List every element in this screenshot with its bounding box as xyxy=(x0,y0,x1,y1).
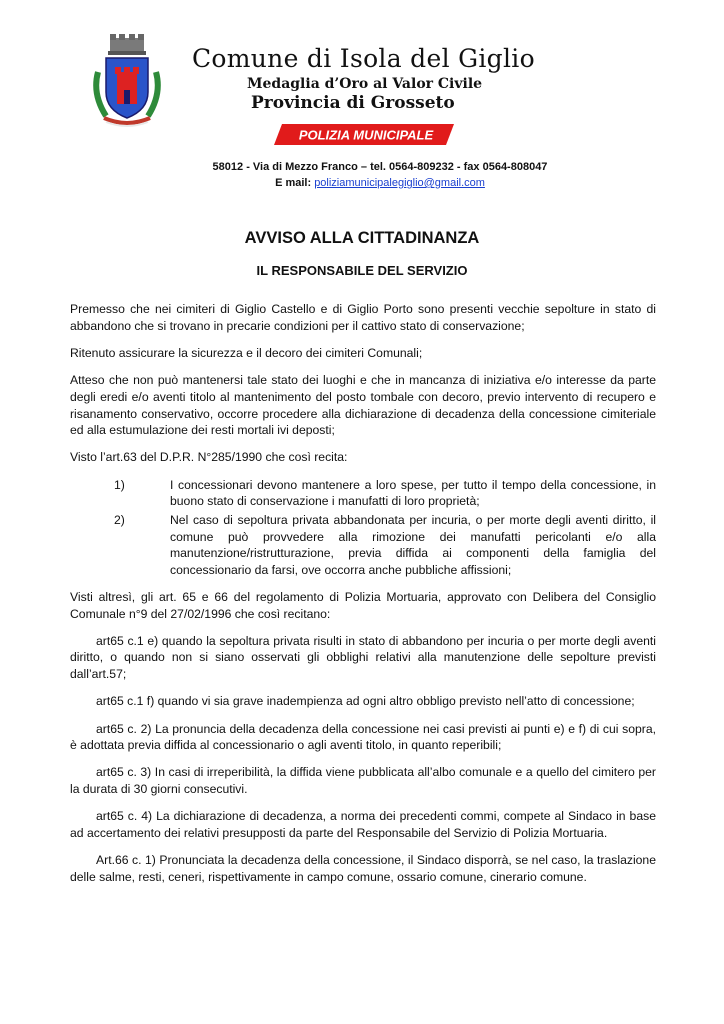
contact-address: 58012 - Via di Mezzo Franco – tel. 0564-809232 - fax 0564-808047 xyxy=(212,161,548,173)
notice-heading: AVVISO ALLA CITTADINANZA xyxy=(244,229,480,247)
paragraph: Visti altresì, gli art. 65 e 66 del regolamento di Polizia Mortuaria, approvato con Delibera del Consiglio Comunale n°9 del 27/02/1996 che così recitano: xyxy=(70,589,656,621)
list-item-text: Nel caso di sepoltura privata abbandonata per incuria, o per morte degli aventi diritto, il comune può provvedere alla rimozione dei manufatti pericolanti e/o alla manutenzione/ristrutturazione, previa diffida ai componenti della famiglia del concessionario da farsi, ove occorra anche pubbliche affissioni; xyxy=(170,513,656,578)
list-item xyxy=(70,512,656,579)
paragraph: Ritenuto assicurare la sicurezza e il decoro dei cimiteri Comunali; xyxy=(70,345,423,360)
polizia-municipale-logo-text: POLIZIA MUNICIPALE xyxy=(298,127,434,143)
article-paragraph: art65 c.1 e) quando la sepoltura privata risulti in stato di abbandono per incuria o per morte degli aventi diritto, o quando non si siano osservati gli obblighi relativi alla manutenzione delle sepolture previsti dall’art.57; xyxy=(70,633,656,682)
paragraph: Premesso che nei cimiteri di Giglio Castello e di Giglio Porto sono presenti vecchie sepolture in stato di abbandono che si trovano in precarie condizioni per il cattivo stato di conservazione; xyxy=(70,302,656,333)
article-paragraph: Art.66 c. 1) Pronunciata la decadenza della concessione, il Sindaco disporrà, se nel caso, la traslazione delle salme, resti, ceneri, rispettivamente in campo comune, ossario comune, cinerario comune. xyxy=(70,853,656,884)
article-paragraph: art65 c. 2) La pronuncia della decadenza della concessione nei casi previsti ai punti e) e f) di cui sopra, è adottata previa diffida al concessionario o agli aventi titolo, in quanto reperibili; xyxy=(70,721,656,753)
email-label: E mail: xyxy=(275,177,315,189)
list-item xyxy=(70,477,656,510)
paragraph: Atteso che non può mantenersi tale stato dei luoghi e che in mancanza di iniziativa e/o interesse da parte degli eredi e/o aventi titolo al mantenimento del posto tombale con decoro, previo intervento di recupero e risanamento conservativo, occorre procedere alla dichiarazione di decadenza della concessione cimiteriale ed alla estumulazione dei resti mortali ivi deposti; xyxy=(70,373,656,438)
list-item-text: I concessionari devono mantenere a loro spese, per tutto il tempo della concessione, in buono stato di conservazione i manufatti di loro proprietà; xyxy=(170,477,656,509)
coat-of-arms-icon xyxy=(92,32,162,128)
municipality-title: Comune di Isola del Giglio xyxy=(192,44,535,73)
numbered-list xyxy=(70,477,656,579)
email-link[interactable]: poliziamunicipalegiglio@gmail.com xyxy=(314,177,485,189)
municipality-subtitle: Medaglia d’Oro al Valor Civile xyxy=(247,76,483,92)
list-item-number: 1) xyxy=(114,477,125,492)
document-body xyxy=(70,301,656,896)
article-paragraph: art65 c.1 f) quando vi sia grave inadempienza ad ogni altro obbligo previsto nell’atto di concessione; xyxy=(96,694,635,709)
article-paragraph: art65 c. 3) In casi di irreperibilità, la diffida viene pubblicata all’albo comunale e a quello del cimitero per la durata di 30 giorni consecutivi. xyxy=(70,765,656,797)
province-name: Provincia di Grosseto xyxy=(251,93,455,113)
paragraph: Visto l’art.63 del D.P.R. N°285/1990 che così recita: xyxy=(70,450,348,465)
contact-email-line xyxy=(18,177,724,189)
notice-subheading: IL RESPONSABILE DEL SERVIZIO xyxy=(256,263,468,278)
article-paragraph: art65 c. 4) La dichiarazione di decadenza, a norma dei precedenti commi, compete al Sindaco in base ad accertamento dei relativi presupposti da parte del Responsabile del Servizio di Polizia Mortuaria. xyxy=(70,809,656,841)
list-item-number: 2) xyxy=(114,513,125,528)
polizia-municipale-logo xyxy=(274,124,454,145)
